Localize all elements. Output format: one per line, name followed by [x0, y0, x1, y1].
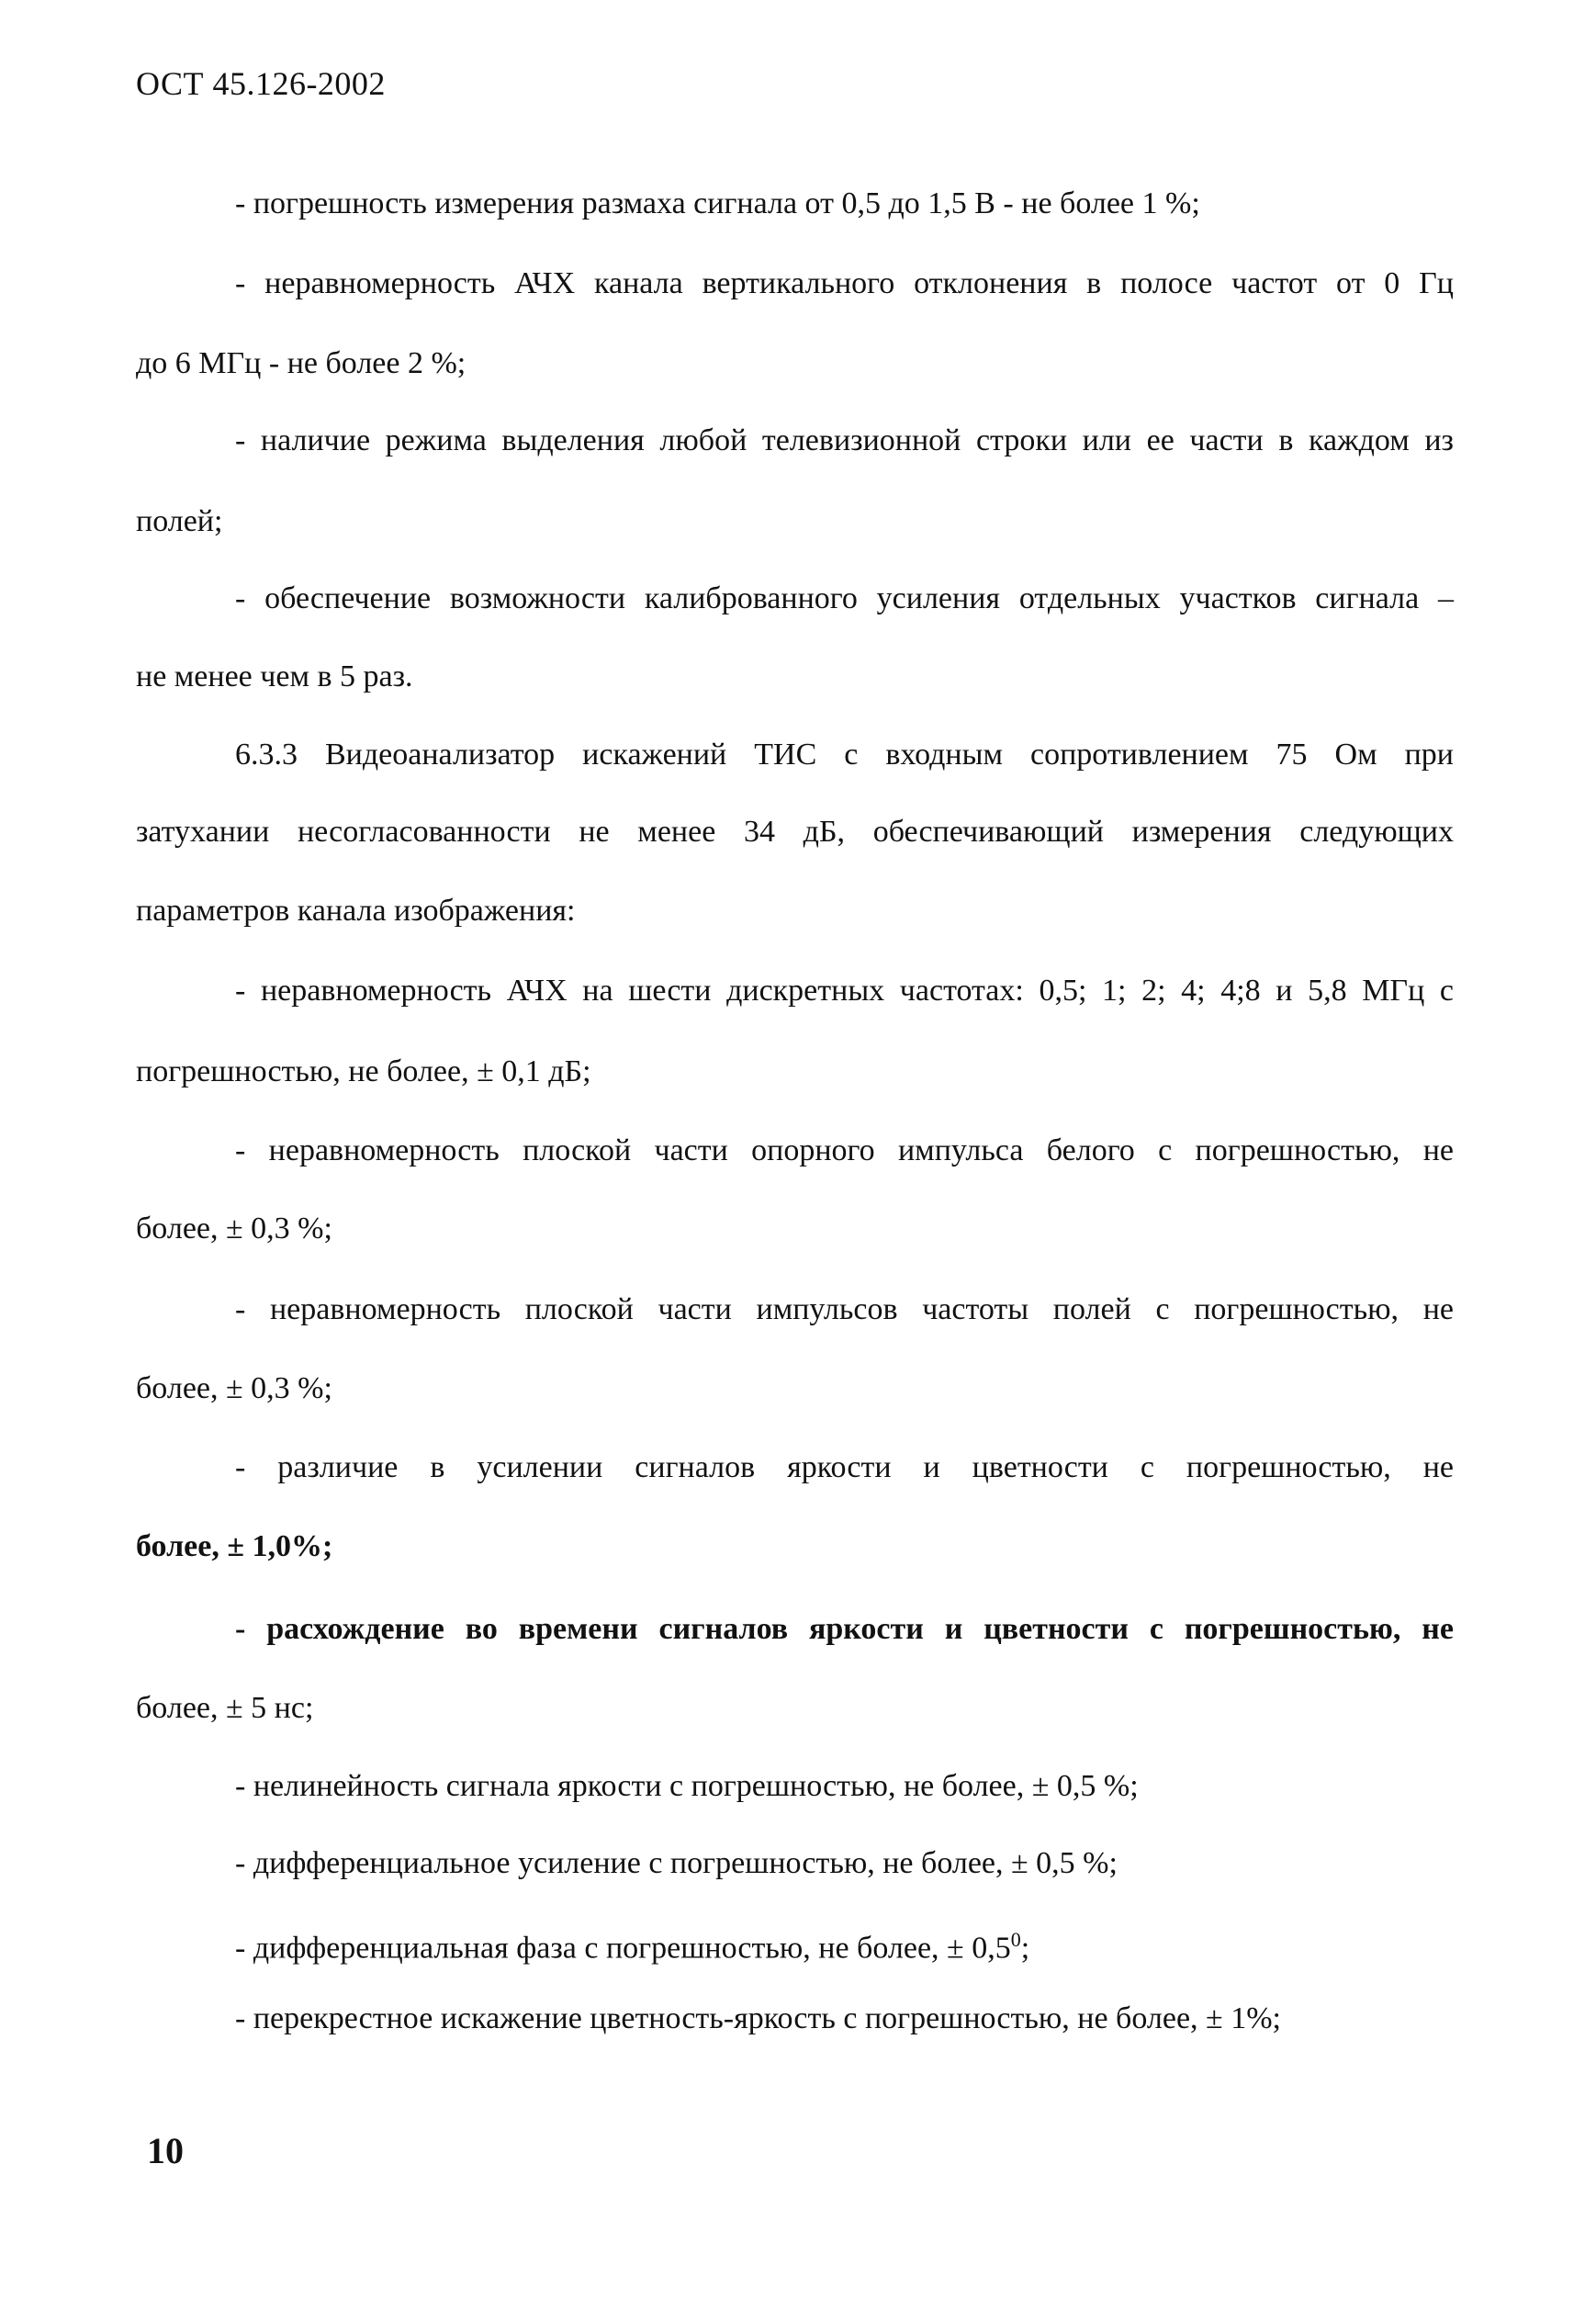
- line-2: - неравномерность АЧХ канала вертикального отклонения в полосе частот от 0 Гц: [235, 266, 1454, 300]
- line-9: затухании несогласованности не менее 34 дБ, обеспечивающий измерения следующих: [136, 815, 1454, 849]
- line-18: более, ± 1,0%;: [136, 1529, 333, 1563]
- page-number: 10: [147, 2130, 184, 2171]
- line-20: более, ± 5 нс;: [136, 1691, 314, 1725]
- line-8: 6.3.3 Видеоанализатор искажений ТИС с входным сопротивлением 75 Ом при: [235, 738, 1454, 772]
- line-4: - наличие режима выделения любой телевизионной строки или ее части в каждом из: [235, 423, 1454, 457]
- line-15: - неравномерность плоской части импульсов частоты полей с погрешностью, не: [235, 1292, 1454, 1326]
- line-1: - погрешность измерения размаха сигнала от 0,5 до 1,5 В - не более 1 %;: [235, 186, 1200, 220]
- line-19: - расхождение во времени сигналов яркости и цветности с погрешностью, не: [235, 1612, 1454, 1646]
- line-5: полей;: [136, 504, 223, 538]
- line-13: - неравномерность плоской части опорного импульса белого с погрешностью, не: [235, 1133, 1454, 1167]
- line-23-text: - дифференциальная фаза с погрешностью, не более, ± 0,5: [235, 1931, 1011, 1966]
- line-23: [136, 1920, 1454, 1968]
- degree-superscript: 0: [1010, 1928, 1021, 1951]
- document-header: ОСТ 45.126-2002: [136, 65, 386, 102]
- line-23-end: ;: [1020, 1931, 1030, 1966]
- line-17: - различие в усилении сигналов яркости и цветности с погрешностью, не: [235, 1450, 1454, 1484]
- line-16: более, ± 0,3 %;: [136, 1371, 332, 1405]
- line-24: - перекрестное искажение цветность-яркость с погрешностью, не более, ± 1%;: [235, 2001, 1281, 2035]
- line-12: погрешностью, не более, ± 0,1 дБ;: [136, 1054, 591, 1088]
- line-10: параметров канала изображения:: [136, 894, 576, 928]
- line-21: - нелинейность сигнала яркости с погрешностью, не более, ± 0,5 %;: [235, 1769, 1139, 1803]
- line-6: - обеспечение возможности калиброванного усиления отдельных участков сигнала –: [235, 581, 1454, 615]
- line-22: - дифференциальное усиление с погрешностью, не более, ± 0,5 %;: [235, 1846, 1118, 1880]
- line-3: до 6 МГц - не более 2 %;: [136, 346, 466, 380]
- line-14: более, ± 0,3 %;: [136, 1211, 332, 1245]
- line-7: не менее чем в 5 раз.: [136, 659, 413, 693]
- line-11: - неравномерность АЧХ на шести дискретных частотах: 0,5; 1; 2; 4; 4;8 и 5,8 МГц с: [235, 974, 1454, 1008]
